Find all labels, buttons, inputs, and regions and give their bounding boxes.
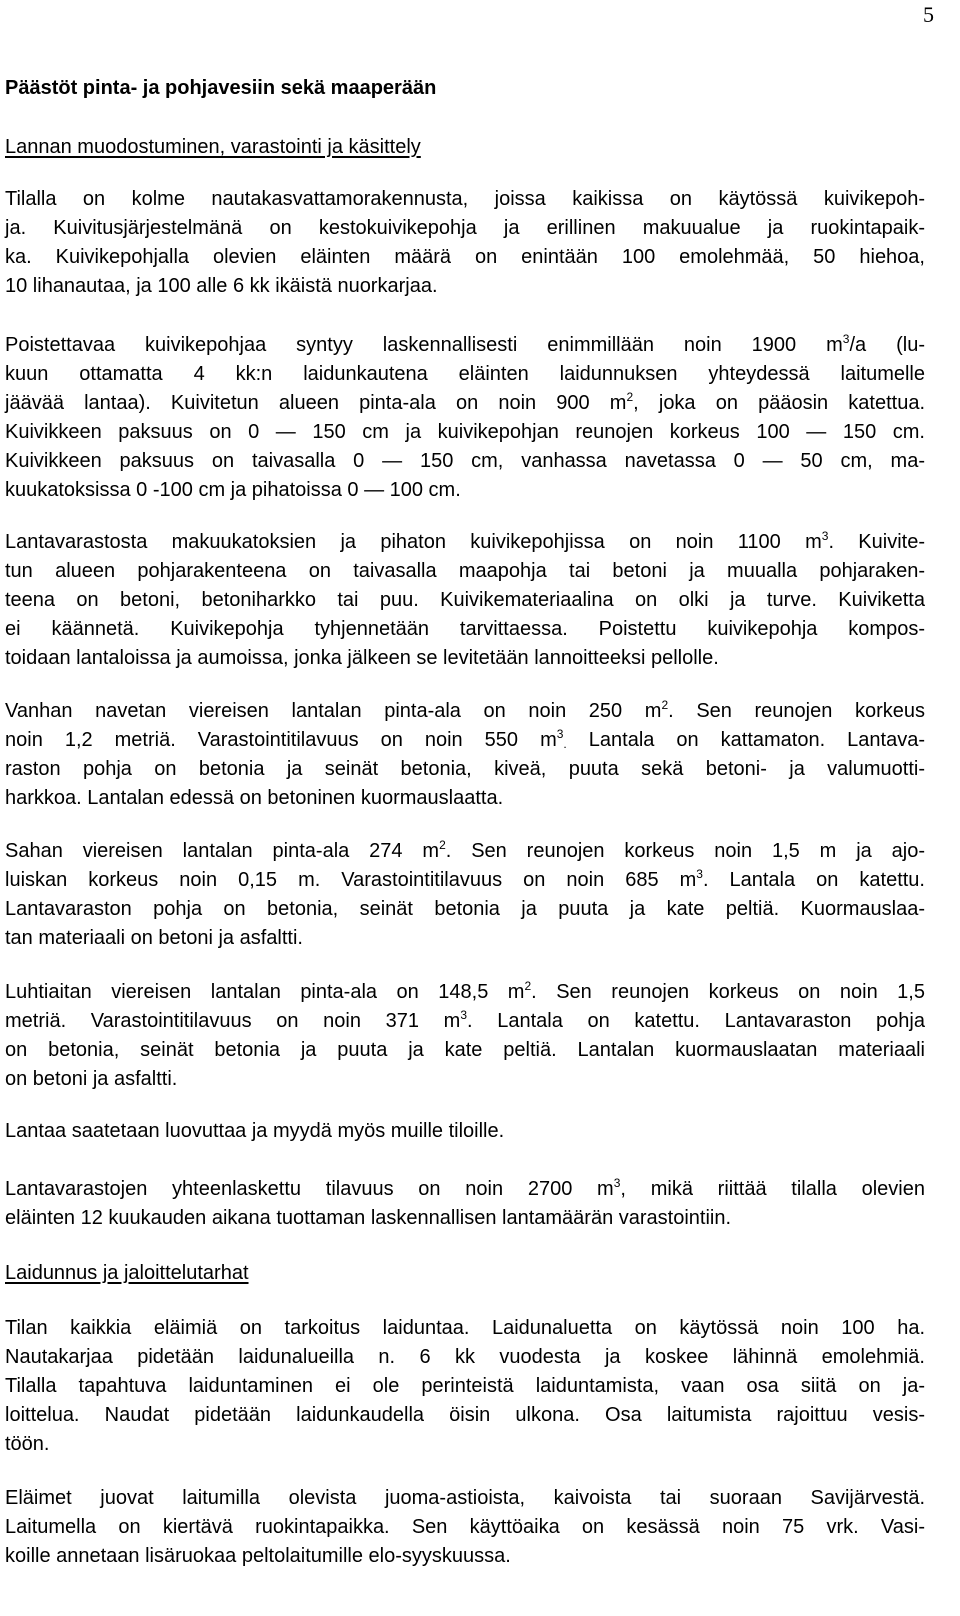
text-line: on betoni ja asfaltti. (5, 1068, 178, 1090)
text-line: Nautakarjaa pidetään laidunalueilla n. 6 kk vuodesta ja koskee lähinnä emolehmiä. (5, 1346, 925, 1368)
text-line: on betonia, seinät betonia ja puuta ja kate peltiä. Lantalan kuormauslaatan materiaali (5, 1039, 925, 1061)
text-line: Lantavaraston pohja on betonia, seinät betonia ja puuta ja kate peltiä. Kuormauslaa- (5, 898, 925, 920)
subsection-title-pasture: Laidunnus ja jaloittelutarhat (5, 1262, 249, 1284)
paragraph-old-barn-manure-store (5, 697, 925, 813)
text-line: luiskan korkeus noin 0,15 m. Varastointitilavuus on noin 685 $m^3$. Lantala on katettu. (5, 867, 925, 891)
text-line: Tilan kaikkia eläimiä on tarkoitus laiduntaa. Laidunaluetta on käytössä noin 100 ha. (5, 1317, 925, 1339)
text-line: 10 lihanautaa, ja 100 alle 6 kk ikäistä nuorkarjaa. (5, 275, 438, 297)
text-line: Sahan viereisen lantalan pinta-ala 274 $m^2$. Sen reunojen korkeus noin 1,5 m ja ajo- (5, 838, 925, 862)
paragraph-removed-bedding (5, 331, 925, 505)
text-line: Poistettavaa kuivikepohjaa syntyy laskennallisesti enimmillään noin 1900 $m^3/a$ (lu- (5, 332, 926, 356)
text-line: kuun ottamatta 4 kk:n laidunkautena eläinten laidunnuksen yhteydessä laitumelle (5, 363, 925, 385)
text-line: Laitumella on kiertävä ruokintapaikka. Sen käyttöaika on kesässä noin 75 vrk. Vasi- (5, 1516, 925, 1538)
text-line: harkkoa. Lantalan edessä on betoninen kuormauslaatta. (5, 787, 504, 809)
text-line: loittelua. Naudat pidetään laidunkaudella öisin ulkona. Osa laitumista rajoittuu vesis- (5, 1404, 925, 1426)
text-line: Tilalla on kolme nautakasvattamorakennusta, joissa kaikissa on käytössä kuivikepoh- (5, 188, 925, 210)
paragraph-bedding-system (5, 185, 925, 301)
text-line: eläinten 12 kuukauden aikana tuottaman laskennallisen lantamäärän varastointiin. (5, 1207, 732, 1229)
text-line: Lantavarastojen yhteenlaskettu tilavuus on noin 2700 $m^3$, mikä riittää tilalla olevien (5, 1176, 925, 1200)
text-line: Vanhan navetan viereisen lantalan pinta-ala on noin 250 $m^2$. Sen reunojen korkeus (5, 698, 926, 722)
text-line: Tilalla tapahtuva laiduntaminen ei ole perinteistä laiduntamista, vaan osa siitä on ja- (5, 1375, 925, 1397)
paragraph-watering-feeding (5, 1484, 925, 1571)
page-number: 5 (923, 2, 934, 27)
text-line: teena on betoni, betoniharkko tai puu. Kuivikemateriaalina on olki ja turve. Kuiviketta (5, 589, 925, 611)
text-line: jäävää lantaa). Kuivitetun alueen pinta-ala on noin 900 $m^2$, joka on pääosin katettua. (5, 390, 926, 414)
paragraph-manure-handover (5, 1117, 925, 1146)
text-line: Luhtiaitan viereisen lantalan pinta-ala on 148,5 $m^2$. Sen reunojen korkeus on noin 1,5 (5, 979, 925, 1003)
text-line: Kuivikkeen paksuus on taivasalla 0 — 150 cm, vanhassa navetassa 0 — 50 cm, ma- (5, 450, 925, 472)
paragraph-total-storage (5, 1175, 925, 1233)
text-line: kuukatoksissa 0 -100 cm ja pihatoissa 0 — 100 cm. (5, 479, 461, 501)
text-line: koille annetaan lisäruokaa peltolaitumille elo-syyskuussa. (5, 1545, 511, 1567)
text-line: ja. Kuivitusjärjestelmänä on kestokuivikepohja ja erillinen makuualue ja ruokintapaik- (5, 217, 925, 239)
text-line: ei käännetä. Kuivikepohja tyhjennetään tarvittaessa. Poistettu kuivikepohja kompos- (5, 618, 925, 640)
paragraph-sawmill-manure-store (5, 837, 925, 953)
text-line: töön. (5, 1433, 50, 1455)
text-line: metriä. Varastointitilavuus on noin 371 $m^3$. Lantala on katettu. Lantavaraston pohja (5, 1008, 925, 1032)
section-title: Päästöt pinta- ja pohjavesiin sekä maaperään (5, 77, 437, 99)
text-line: Lantavarastosta makuukatoksien ja pihaton kuivikepohjissa on noin 1100 $m^3$. Kuivite- (5, 529, 925, 553)
text-line: raston pohja on betonia ja seinät betonia, kiveä, puuta sekä betoni- ja valumuotti- (5, 758, 925, 780)
text-line: ka. Kuivikepohjalla olevien eläinten määrä on enintään 100 emolehmää, 50 hiehoa, (5, 246, 925, 268)
text-line: Eläimet juovat laitumilla olevista juoma-astioista, kaivoista tai suoraan Savijärvestä. (5, 1487, 925, 1509)
text-line: tan materiaali on betoni ja asfaltti. (5, 927, 303, 949)
subsection-title-manure: Lannan muodostuminen, varastointi ja käsittely (5, 136, 421, 158)
paragraph-grazing (5, 1314, 925, 1459)
text-line: toidaan lantaloissa ja aumoissa, jonka jälkeen se levitetään lannoitteeksi pellolle. (5, 647, 719, 669)
paragraph-manure-storage-bedding (5, 528, 925, 673)
text-line: noin 1,2 metriä. Varastointitilavuus on noin 550 $m^3$. Lantala on kattamaton. Lantava- (5, 727, 926, 751)
paragraph-granary-manure-store (5, 978, 925, 1094)
text-line: tun alueen pohjarakenteena on taivasalla maapohja tai betoni ja muualla pohjaraken- (5, 560, 925, 582)
text-line: Lantaa saatetaan luovuttaa ja myydä myös muille tiloille. (5, 1120, 505, 1142)
text-line: Kuivikkeen paksuus on 0 — 150 cm ja kuivikepohjan reunojen korkeus 100 — 150 cm. (5, 421, 925, 443)
